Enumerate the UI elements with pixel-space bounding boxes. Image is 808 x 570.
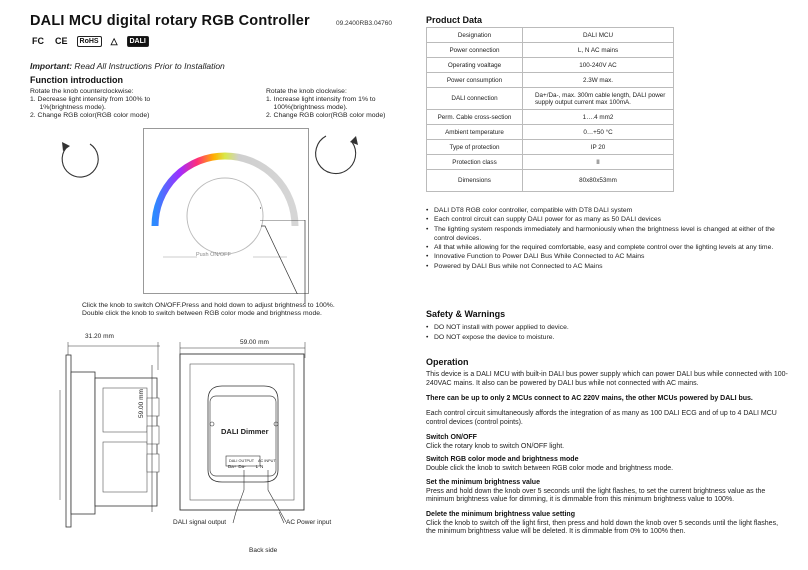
row-value: DALI MCU — [523, 28, 674, 43]
row-label: Ambient temperature — [427, 125, 523, 140]
terminal-da-minus: Da- — [238, 464, 246, 469]
ac-input-label: AC INPUT — [258, 459, 276, 463]
section-title: Delete the minimum brightness value setting — [426, 511, 575, 518]
important-text: Read All Instructions Prior to Installation — [72, 61, 225, 71]
section-text: Click the knob to switch off the light first, then press and hold down the knob over 5 seconds until the light flashes, the minimum brightness value will be deleted. It is dimmable from 0% to 100% then. — [426, 519, 779, 536]
terminal-block — [228, 464, 263, 469]
row-value: L, N AC mains — [523, 43, 674, 58]
list-item: • Powered by DALI Bus while not Connected to AC Mains — [426, 262, 786, 271]
row-value: 2.3W max. — [523, 73, 674, 88]
table-row — [427, 43, 674, 58]
cw-line: 2. Change RGB color(RGB color mode) — [266, 112, 386, 119]
list-item: • DO NOT install with power applied to device. — [426, 323, 569, 333]
document-title: DALI MCU digital rotary RGB Controller — [30, 13, 310, 29]
ccw-line: 2. Change RGB color(RGB color mode) — [30, 112, 150, 119]
rohs-logo: RoHS — [77, 36, 102, 47]
row-value: 1….4 mm2 — [523, 110, 674, 125]
list-item: • DALI DT8 RGB color controller, compatible with DT8 DALI system — [426, 206, 786, 215]
section-text: Click the rotary knob to switch ON/OFF light. — [426, 442, 565, 450]
terminal-da-plus: Da+ — [228, 464, 237, 469]
operation-paragraph-2: There can be up to only 2 MCUs connect to AC 220V mains, the other MCUs powered by DALI bus. — [426, 395, 753, 402]
table-row — [427, 170, 674, 192]
row-value: IP 20 — [523, 140, 674, 155]
dali-output-label: DALI OUTPUT — [229, 459, 255, 463]
row-label: Power consumption — [427, 73, 523, 88]
ccw-line: 1%(brightness mode). — [30, 104, 106, 111]
back-side-label: Back side — [249, 547, 278, 554]
ccw-description — [30, 88, 150, 120]
delete-min-brightness-section — [426, 511, 788, 537]
important-label: Important: — [30, 61, 73, 71]
width-dimension-label: 59.00 mm — [240, 339, 269, 346]
terminal-n: N — [260, 464, 264, 469]
section-text: Press and hold down the knob over 5 seconds until the light flashes, to set the current brightness value as the minimum brightness value for dimming, it is dimmable from this minimum brightness value to 100%. — [426, 487, 766, 504]
row-label: Power connection — [427, 43, 523, 58]
row-value: II — [523, 155, 674, 170]
table-row — [427, 110, 674, 125]
row-label: Operating voaltage — [427, 58, 523, 73]
dali-signal-output-label: DALI signal output — [173, 519, 227, 526]
product-data-heading: Product Data — [426, 15, 483, 25]
callout-arrows — [232, 508, 292, 528]
table-row — [427, 155, 674, 170]
row-label: Dimensions — [427, 170, 523, 192]
list-item: • The lighting system responds immediately and harmoniously when the brightness level is changed at either of the control devices. — [426, 225, 786, 244]
terminal-l: L — [255, 464, 259, 469]
important-note — [30, 61, 225, 71]
row-value: 80x80x53mm — [523, 170, 674, 192]
push-onoff-label: Push ON/OFF — [196, 252, 231, 258]
list-item: • Each control circuit can supply DALI power for as many as 50 DALI devices — [426, 215, 786, 224]
list-item: • All that while allowing for the required comfortable, easy and complete control over the lighting levels at any time. — [426, 243, 786, 252]
table-row — [427, 58, 674, 73]
height-dimension-label: 59.00 mm — [138, 389, 145, 418]
product-data-table — [426, 27, 674, 192]
section-text: Double click the knob to switch between RGB color mode and brightness mode. — [426, 464, 674, 472]
switch-onoff-section — [426, 434, 788, 451]
operation-paragraph-3: Each control circuit simultaneously affords the integration of as many as 100 DALI ECG and of up to 4 DALI MCU control devices (control points). — [426, 410, 777, 426]
fcc-logo: FC — [32, 36, 44, 46]
section-title: Switch RGB color mode and brightness mode — [426, 456, 579, 463]
table-row — [427, 140, 674, 155]
table-row — [427, 73, 674, 88]
feature-list — [426, 206, 786, 271]
table-row — [427, 125, 674, 140]
dali-logo: DALI — [127, 36, 149, 47]
list-item: • Innovative Function to Power DALI Bus While Connected to AC Mains — [426, 252, 786, 261]
click-description — [82, 302, 335, 318]
row-value: 0…+50 °C — [523, 125, 674, 140]
row-label: Type of protection — [427, 140, 523, 155]
click-line: Double click the knob to switch between RGB color mode and brightness mode. — [82, 310, 322, 317]
operation-paragraph-1: This device is a DALI MCU with built-in DALI bus power supply which can power DALI bus while connected with 100-240VAC mains. It also can be powered by DALI bus while not connected with AC mains. — [426, 371, 788, 387]
safety-list — [426, 323, 569, 343]
clockwise-arrow-icon — [312, 126, 364, 178]
ccw-line: 1. Decrease light intensity from 100% to — [30, 96, 151, 103]
product-code: 09.2400RB3.04760 — [336, 20, 393, 27]
cw-line: Rotate the knob clockwise: — [266, 88, 347, 95]
depth-dimension-label: 31.20 mm — [85, 333, 114, 340]
table-row — [427, 28, 674, 43]
cw-description — [266, 88, 385, 120]
safety-heading: Safety & Warnings — [426, 309, 506, 319]
section-title: Set the minimum brightness value — [426, 479, 540, 486]
ccw-line: Rotate the knob counterclockwise: — [30, 88, 134, 95]
operation-heading: Operation — [426, 357, 469, 367]
knob-leader-line — [200, 220, 310, 310]
table-row — [427, 88, 674, 110]
module-label: DALI Dimmer — [221, 427, 269, 436]
click-line: Click the knob to switch ON/OFF.Press and hold down to adjust brightness to 100%. — [82, 302, 335, 309]
section-title: Switch ON/OFF — [426, 434, 477, 441]
recycle-logo: △ — [110, 36, 118, 46]
switch-mode-section — [426, 456, 788, 473]
cw-line: 100%(brightness mode). — [266, 104, 348, 111]
ac-power-input-label: AC Power input — [286, 519, 332, 526]
ce-logo: CE — [55, 36, 68, 46]
row-label: Designation — [427, 28, 523, 43]
counterclockwise-arrow-icon — [56, 134, 104, 182]
row-label: DALI connection — [427, 88, 523, 110]
set-min-brightness-section — [426, 479, 788, 505]
cw-line: 1. Increase light intensity from 1% to — [266, 96, 376, 103]
certification-logos — [30, 36, 149, 47]
row-label: Perm. Cable cross-section — [427, 110, 523, 125]
function-intro-heading: Function introduction — [30, 75, 123, 85]
list-item: • DO NOT expose the device to moisture. — [426, 333, 569, 343]
row-value: Da+/Da-, max. 300m cable length, DALI power supply output current max 100mA. — [523, 88, 674, 110]
row-label: Protection class — [427, 155, 523, 170]
row-value: 100-240V AC — [523, 58, 674, 73]
